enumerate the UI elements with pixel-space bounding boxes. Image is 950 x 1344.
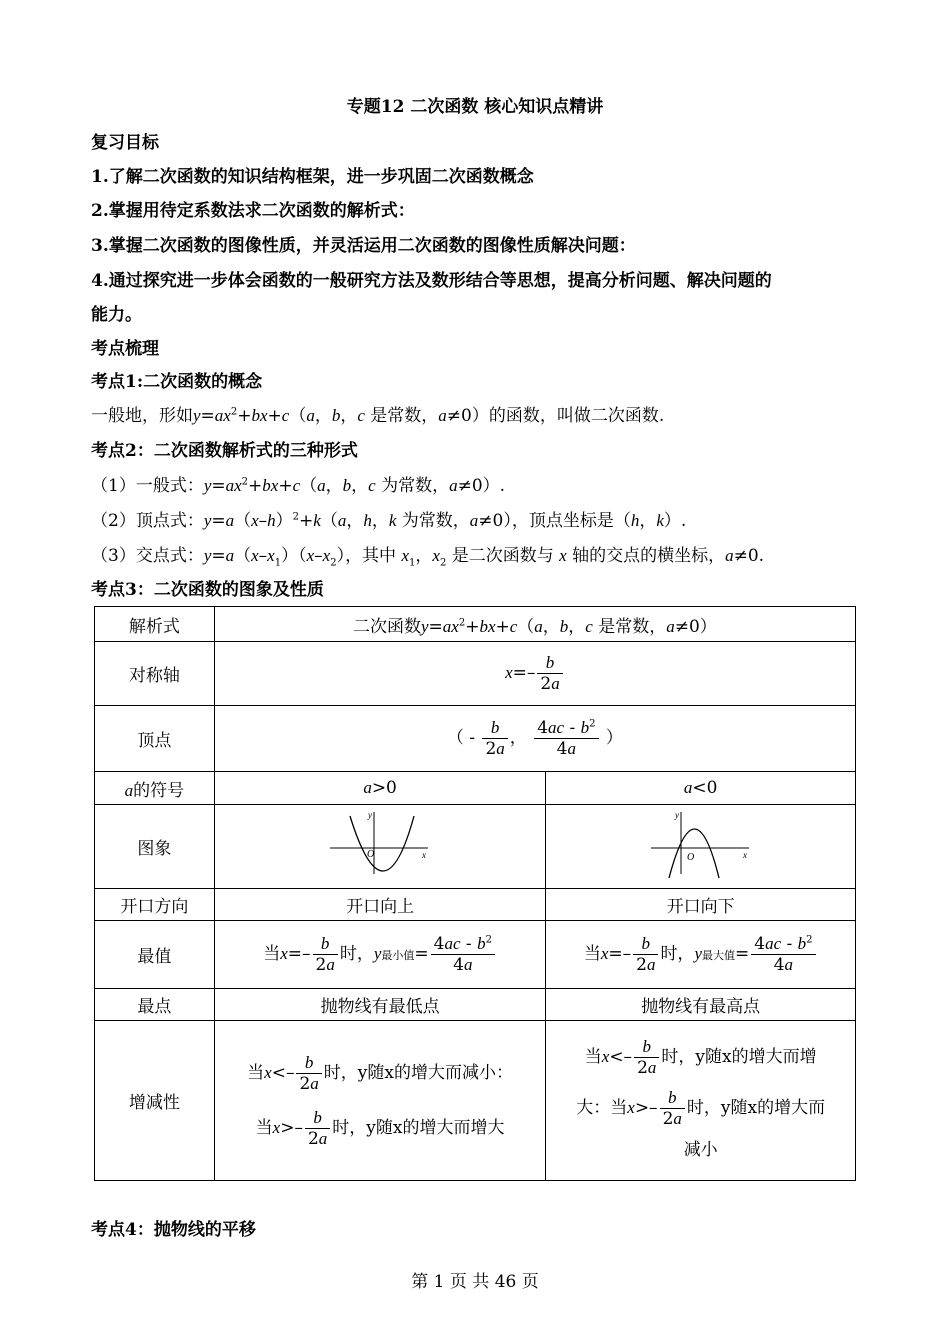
table-row: [95, 805, 856, 889]
min-value-cell: 当x=– $\frac{b}{2a}$ 时，y最小值= $\frac{4ac - b^2}{4a}$: [214, 921, 546, 989]
lowest-point-cell: 抛物线有最低点: [214, 989, 546, 1021]
svg-text:y: y: [368, 810, 373, 820]
open-down-cell: 开口向下: [546, 889, 856, 921]
analytic-cell: 二次函数$y=ax^2+bx+c(a$，b，c 是常数，a≠0）: [214, 607, 855, 642]
row-label: 对称轴: [95, 642, 215, 706]
point-1-heading: 考点1:二次函数的概念: [91, 372, 263, 392]
graph-up-cell: [214, 805, 546, 889]
row-label: 增减性: [95, 1021, 215, 1181]
point-3-heading: 考点3：二次函数的图象及性质: [91, 580, 324, 600]
svg-text:x: x: [742, 850, 747, 860]
row-label: a的符号: [95, 772, 215, 805]
goal-4-cont: 能力。: [91, 305, 142, 325]
upward-parabola-graph: [328, 808, 432, 880]
table-row: [95, 706, 856, 772]
row-label: 图象: [95, 805, 215, 889]
sign-pos-cell: a>0: [214, 772, 546, 805]
table-row: [95, 1021, 856, 1181]
table-row: [95, 607, 856, 642]
table-row: [95, 921, 856, 989]
review-heading: 复习目标: [91, 133, 159, 153]
goal-2: 2.掌握用待定系数法求二次函数的解析式：: [91, 201, 415, 221]
monotonic-pos-cell: 当x<– $\frac{b}{2a}$ 时，y随x的增大而减小： 当x>– $\frac{b}{2a}$ 时，y随x的增大而增大: [214, 1021, 546, 1181]
svg-text:O: O: [686, 852, 694, 863]
monotonic-neg-cell: 当x<– $\frac{b}{2a}$ 时，y随x的增大而增 大：当x>– $\frac{b}{2a}$ 时，y随x的增大而 减小: [546, 1021, 856, 1181]
point-1-definition: 一般地，形如$y=ax^2+bx+c(a$，b，c 是常数，a≠0）的函数，叫做二次函数.: [91, 406, 665, 426]
row-label: 开口方向: [95, 889, 215, 921]
goal-4: 4.通过探究进一步体会函数的一般研究方法及数形结合等思想，提高分析问题、解决问题的: [91, 271, 772, 291]
svg-text:y: y: [674, 810, 679, 820]
form-vertex: （2）顶点式：$y=a(x-h)^2+k(a$，h，k 为常数，a≠0），顶点坐标是（h，k）.: [91, 511, 687, 531]
downward-parabola-graph: [649, 808, 753, 880]
properties-table: [94, 606, 856, 1181]
form-intercept: （3）交点式：$y=a(x-x_1)(x-x_2)$，其中 $x_1$，$x_2$ 是二次函数与 x 轴的交点的横坐标，a≠0.: [91, 546, 765, 569]
point-2-heading: 考点2：二次函数解析式的三种形式: [91, 441, 358, 461]
svg-text:x: x: [422, 850, 427, 860]
page-footer: 第 1 页 共 46 页: [411, 1272, 539, 1292]
table-row: [95, 772, 856, 805]
highest-point-cell: 抛物线有最高点: [546, 989, 856, 1021]
page-title: 专题12 二次函数 核心知识点精讲: [346, 97, 604, 117]
row-label: 最值: [95, 921, 215, 989]
svg-text:O: O: [367, 849, 375, 860]
points-heading: 考点梳理: [91, 339, 159, 359]
row-label: 最点: [95, 989, 215, 1021]
axis-cell: x=– $\frac{b}{2a}$: [214, 642, 855, 706]
row-label: 解析式: [95, 607, 215, 642]
table-row: [95, 889, 856, 921]
goal-1: 1.了解二次函数的知识结构框架，进一步巩固二次函数概念: [91, 167, 534, 187]
sign-neg-cell: a<0: [546, 772, 856, 805]
table-row: [95, 989, 856, 1021]
point-4-heading: 考点4：抛物线的平移: [91, 1220, 256, 1240]
table-row: [95, 642, 856, 706]
goal-3: 3.掌握二次函数的图像性质，并灵活运用二次函数的图像性质解决问题：: [91, 236, 636, 256]
max-value-cell: 当x=– $\frac{b}{2a}$ 时，y最大值= $\frac{4ac - b^2}{4a}$: [546, 921, 856, 989]
open-up-cell: 开口向上: [214, 889, 546, 921]
graph-down-cell: [546, 805, 856, 889]
vertex-cell: （ - $\frac{b}{2a}$ ， $\frac{4ac - b^2}{4a}$ ）: [214, 706, 855, 772]
form-general: （1）一般式：$y=ax^2+bx+c(a$，b，c 为常数，a≠0）.: [91, 476, 506, 496]
row-label: 顶点: [95, 706, 215, 772]
